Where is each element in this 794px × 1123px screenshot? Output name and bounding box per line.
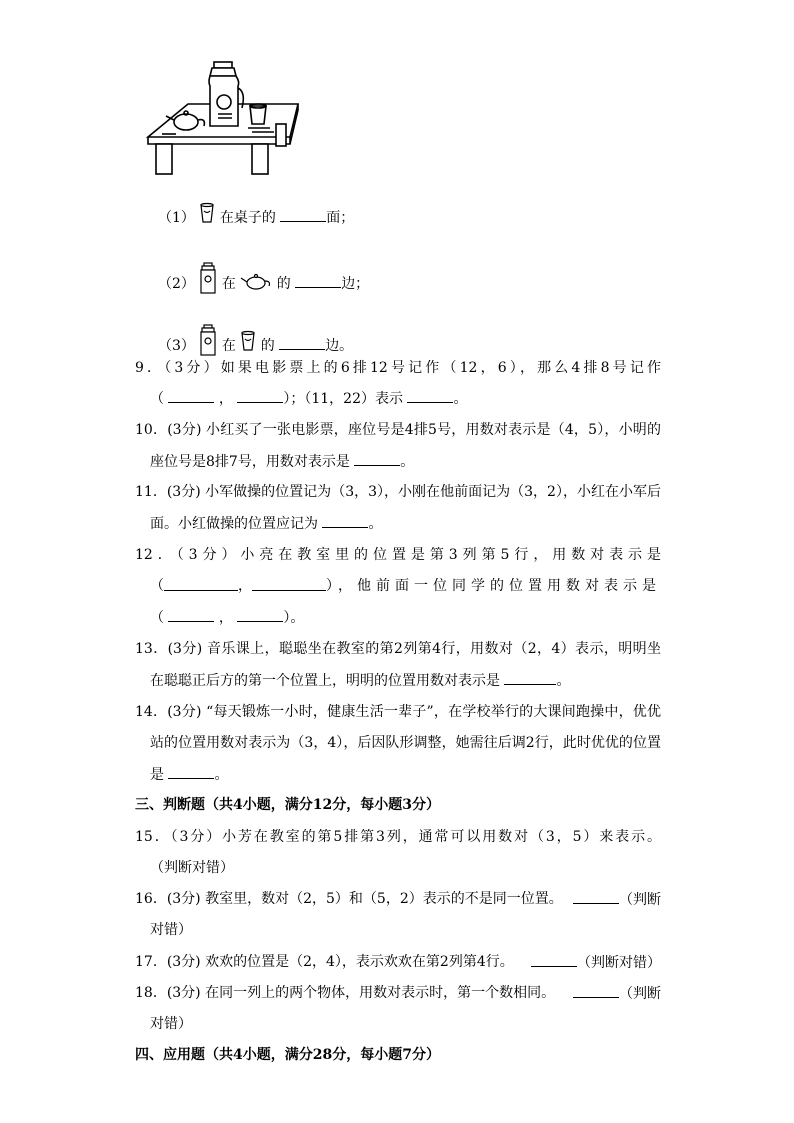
question-text: ）；（11，22）表示 <box>283 391 403 407</box>
question-text: 是 <box>150 767 164 783</box>
question-14-line-1: 14．(3分) “每天锻炼一小时，健康生活一辈子”，在学校举行的大课间跑操中，优优 <box>135 704 661 720</box>
question-11-line-1: 11．(3分) 小军做操的位置记为（3，3），小刚在他前面记为（3，2），小红在小军后 <box>135 484 661 500</box>
question-12-line-3 <box>150 607 304 628</box>
answer-blank[interactable] <box>237 388 283 403</box>
question-15-line-2: （判断对错） <box>150 860 234 876</box>
sub-question-number: （1） <box>158 210 195 226</box>
question-text: 面。小红做操的位置应记为 <box>150 516 318 532</box>
question-11-line-2 <box>150 513 382 534</box>
thermos-icon <box>199 262 217 294</box>
answer-blank[interactable] <box>280 207 326 222</box>
question-text: （判断 <box>619 892 661 908</box>
period: 。 <box>556 673 571 689</box>
thermos-icon <box>199 324 217 356</box>
sub-question-number: （3） <box>158 338 195 354</box>
question-10-line-1: 10．(3分) 小红买了一张电影票，座位号是4排5号，用数对表示是（4，5），小明的 <box>135 422 661 438</box>
question-text: 座位号是8排7号，用数对表示是 <box>150 454 350 470</box>
question-18-line-2: 对错） <box>150 1016 192 1032</box>
answer-blank[interactable] <box>531 952 577 967</box>
answer-blank[interactable] <box>279 335 325 350</box>
question-13-line-2 <box>150 670 570 691</box>
sub-question-1 <box>158 202 354 228</box>
section-heading-judgement: 三、判断题（共4小题，满分12分，每小题3分） <box>135 797 440 813</box>
answer-blank[interactable] <box>168 607 214 622</box>
answer-blank[interactable] <box>237 607 283 622</box>
sub-question-2 <box>158 262 369 294</box>
paren-close: ）。 <box>283 610 305 626</box>
period: 。 <box>453 391 468 407</box>
section-heading-application: 四、应用题（共4小题，满分28分，每小题7分） <box>135 1047 440 1063</box>
answer-blank[interactable] <box>354 451 400 466</box>
period: 。 <box>400 454 415 470</box>
question-16-line-1 <box>135 889 661 910</box>
sub-question-text: 在 <box>221 338 236 354</box>
question-text: ），他前面一位同学的位置用数对表示是 <box>326 578 661 594</box>
answer-blank[interactable] <box>168 388 214 403</box>
question-17-line-1 <box>135 952 661 973</box>
sub-question-text: 在桌子的 <box>219 210 276 226</box>
paren-open: （ <box>150 391 164 407</box>
answer-blank[interactable] <box>407 388 453 403</box>
question-text: 17．(3分) 欢欢的位置是（2，4），表示欢欢在第2列第4行。 <box>135 954 514 970</box>
sub-question-text: 的 <box>260 338 275 354</box>
question-18-line-1 <box>135 983 661 1004</box>
question-text: 18．(3分) 在同一列上的两个物体，用数对表示时，第一个数相同。 <box>135 985 556 1001</box>
question-text: （判断 <box>619 986 661 1002</box>
period: 。 <box>214 767 229 783</box>
question-12-line-1: 12．（3分）小亮在教室里的位置是第3列第5行，用数对表示是 <box>135 547 661 563</box>
comma: ， <box>218 610 233 626</box>
question-10-line-2 <box>150 451 414 472</box>
question-15-line-1: 15．（3分）小芳在教室的第5排第3列，通常可以用数对（3，5）来表示。 <box>135 829 661 845</box>
answer-blank[interactable] <box>168 764 214 779</box>
sub-question-text: 边； <box>341 276 370 292</box>
question-16-line-2: 对错） <box>150 922 192 938</box>
question-14-line-3 <box>150 764 228 785</box>
question-12-line-2 <box>150 576 661 596</box>
period: 。 <box>368 516 383 532</box>
sub-question-text: 面； <box>326 210 355 226</box>
teapot-icon <box>240 272 272 290</box>
answer-blank[interactable] <box>164 576 238 591</box>
paren-open: （ <box>150 578 164 594</box>
cup-icon <box>240 330 256 352</box>
sub-question-text: 的 <box>276 276 291 292</box>
question-9-line-1: 9．（3分）如果电影票上的6排12号记作（12，6），那么4排8号记作 <box>135 360 661 376</box>
answer-blank[interactable] <box>295 273 341 288</box>
sub-question-number: （2） <box>158 276 195 292</box>
answer-blank[interactable] <box>322 513 368 528</box>
answer-blank[interactable] <box>252 576 326 591</box>
cup-icon <box>199 202 215 224</box>
sub-question-3 <box>158 324 353 356</box>
sub-question-text: 在 <box>221 276 236 292</box>
answer-blank[interactable] <box>504 670 556 685</box>
question-14-line-2: 站的位置用数对表示为（3，4），后因队形调整，她需往后调2行，此时优优的位置 <box>150 735 661 751</box>
question-text: （判断对错） <box>577 955 661 971</box>
comma: ， <box>238 578 252 594</box>
question-text: 在聪聪正后方的第一个位置上，明明的位置用数对表示是 <box>150 673 500 689</box>
answer-blank[interactable] <box>573 889 619 904</box>
question-13-line-1: 13．(3分) 音乐课上，聪聪坐在教室的第2列第4行，用数对（2，4）表示，明明坐 <box>135 641 661 657</box>
paren-open: （ <box>150 610 164 626</box>
comma: ， <box>218 391 233 407</box>
table-scene-icon <box>148 62 298 177</box>
question-text: 16．(3分) 教室里，数对（2，5）和（5，2）表示的不是同一位置。 <box>135 891 563 907</box>
question-9-line-2 <box>150 388 467 409</box>
answer-blank[interactable] <box>573 983 619 998</box>
sub-question-text: 边。 <box>325 338 354 354</box>
